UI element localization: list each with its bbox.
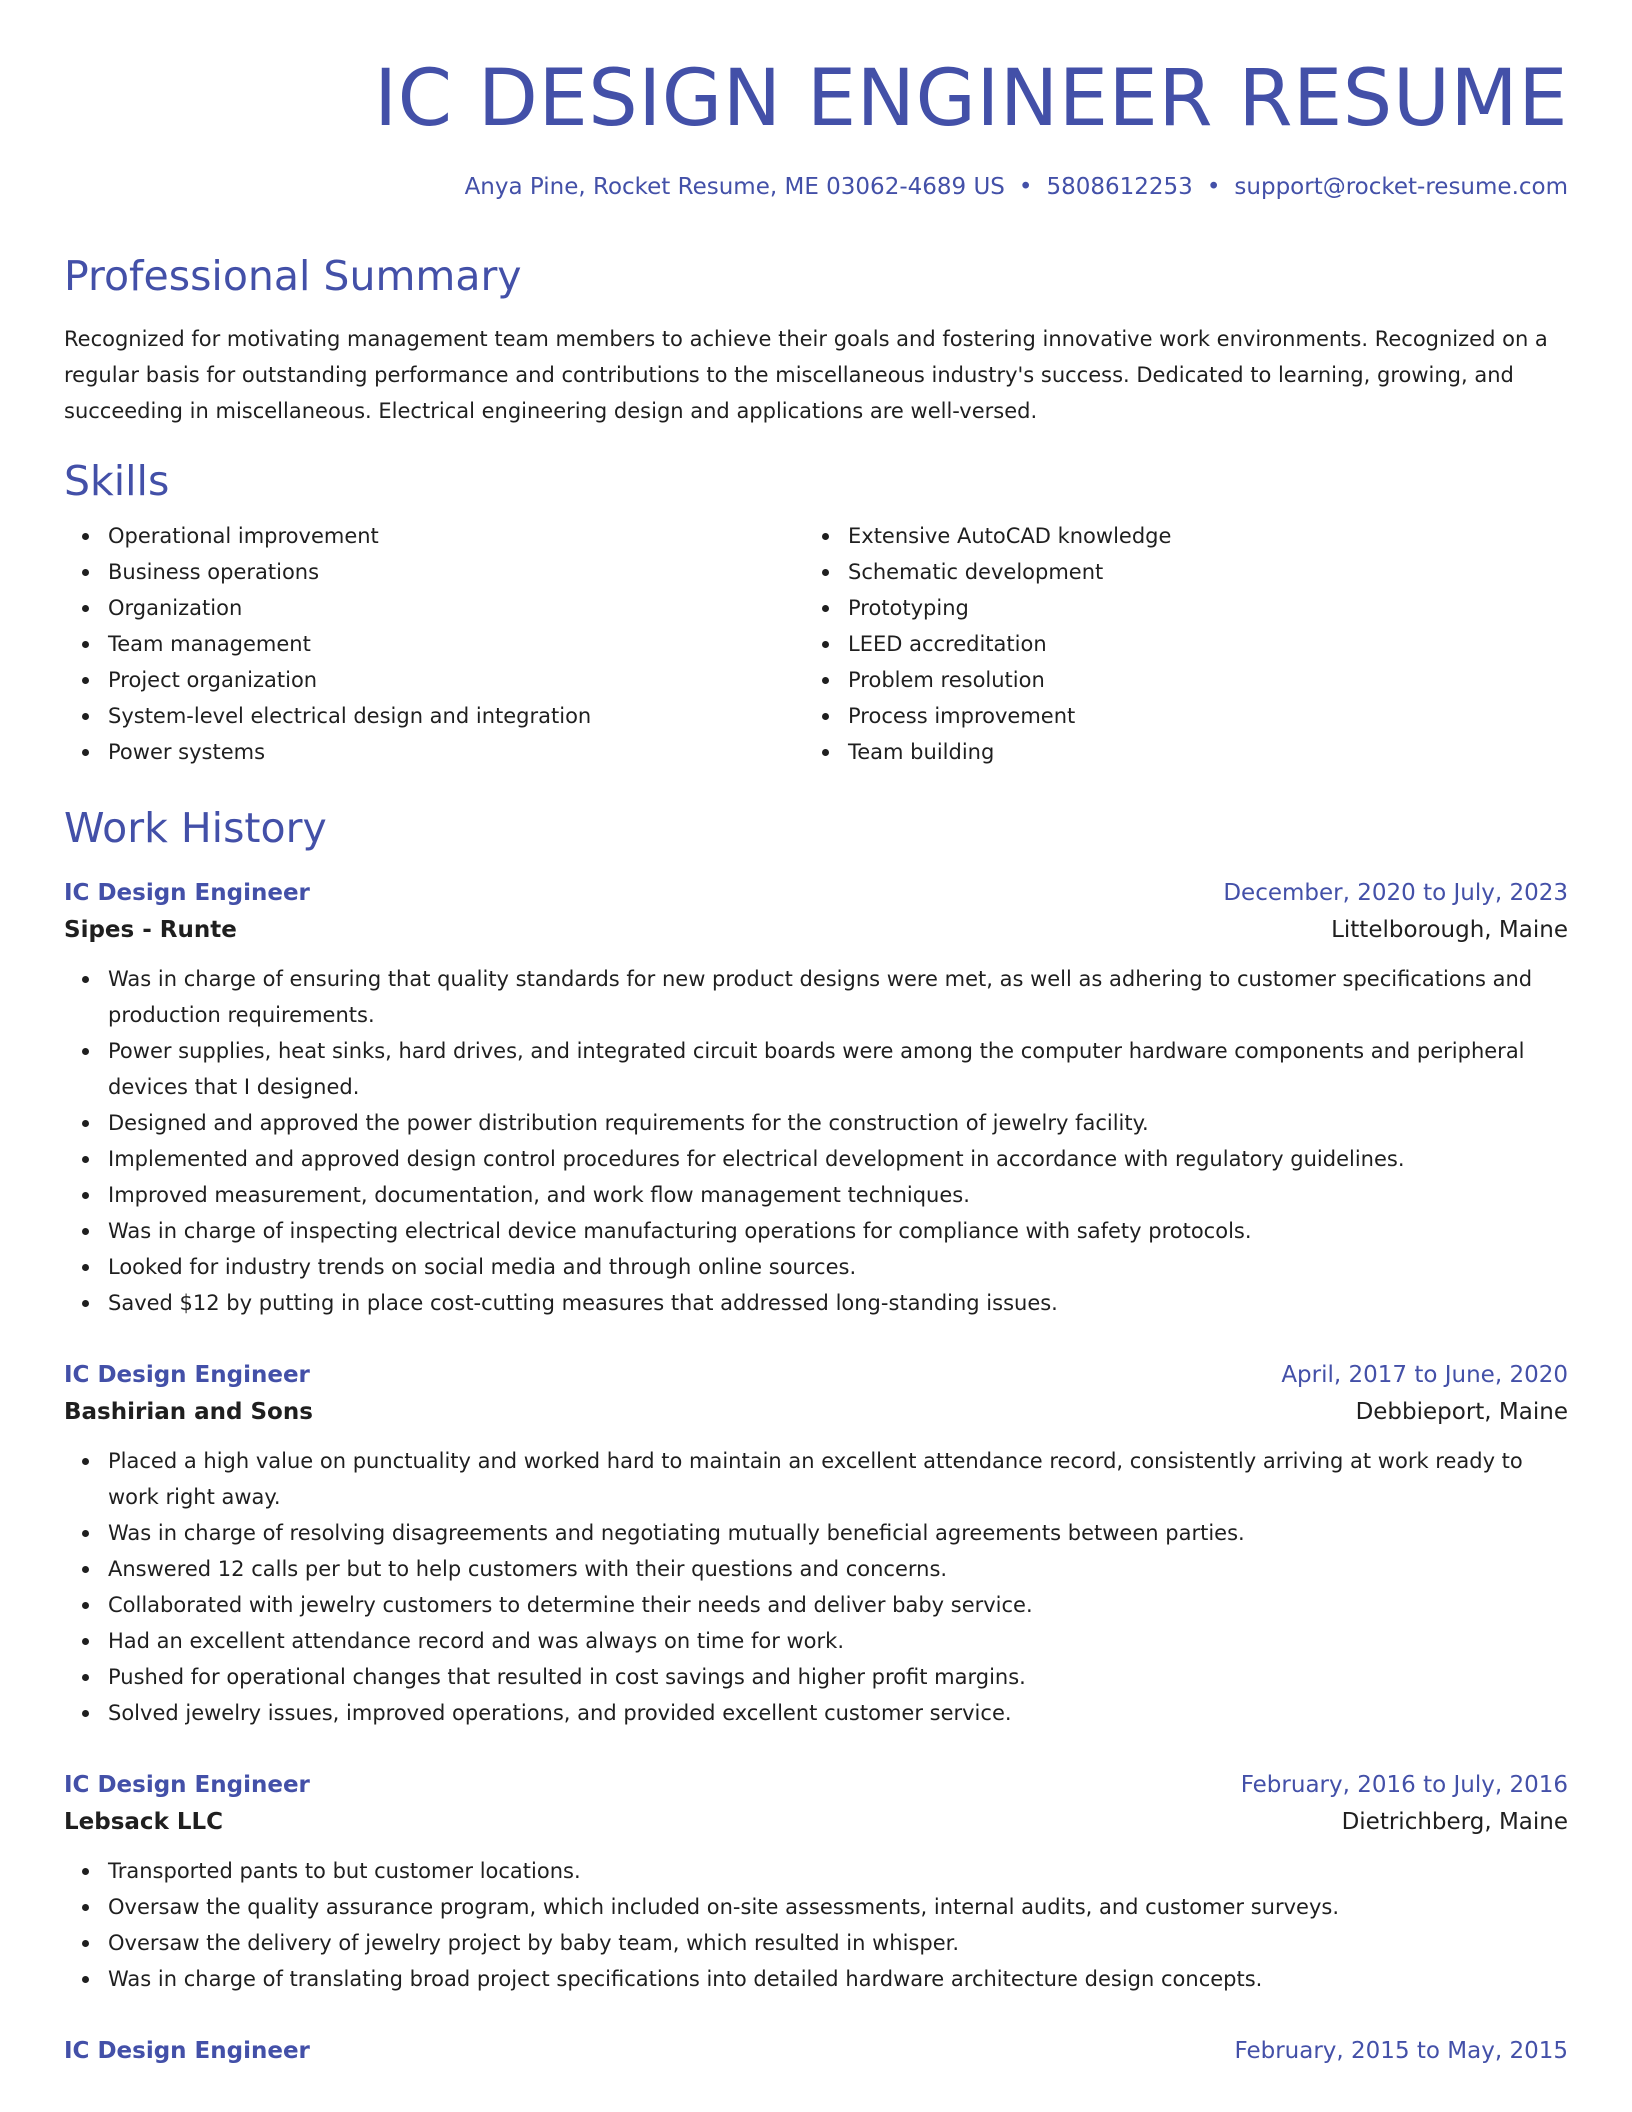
job-dates: February, 2015 to May, 2015 (1234, 2038, 1568, 2065)
skill-item: System-level electrical design and integration (108, 698, 804, 734)
job-location: Dietrichberg, Maine (1341, 1809, 1568, 1836)
skill-item: Extensive AutoCAD knowledge (848, 518, 1544, 554)
work-history-heading: Work History (64, 803, 327, 852)
skills-list (64, 518, 1568, 770)
job-bullet: Solved jewelry issues, improved operations, and provided excellent customer service. (108, 1695, 1568, 1731)
skills-column-right (804, 518, 1544, 770)
skills-column-left (64, 518, 804, 770)
job-bullet: Saved $12 by putting in place cost-cutting measures that addressed long-standing issues. (108, 1285, 1568, 1321)
skill-item: Team management (108, 626, 804, 662)
job-bullet: Implemented and approved design control procedures for electrical development in accordance with regulatory guidelines. (108, 1141, 1568, 1177)
resume-title: IC DESIGN ENGINEER RESUME (374, 54, 1568, 144)
job-entry (64, 1357, 1568, 1731)
job-entry (64, 1767, 1568, 1997)
job-bullet: Pushed for operational changes that resulted in cost savings and higher profit margins. (108, 1659, 1568, 1695)
job-header (64, 2033, 1568, 2069)
skill-item: Business operations (108, 554, 804, 590)
job-bullet: Designed and approved the power distribution requirements for the construction of jewelry facility. (108, 1105, 1568, 1141)
skill-item: Problem resolution (848, 662, 1544, 698)
skill-item: Schematic development (848, 554, 1544, 590)
job-header (64, 875, 1568, 911)
job-bullet: Power supplies, heat sinks, hard drives, and integrated circuit boards were among the computer hardware components and peripheral devices that I designed. (108, 1033, 1568, 1105)
job-bullet: Was in charge of resolving disagreements and negotiating mutually beneficial agreements between parties. (108, 1515, 1568, 1551)
job-entry (64, 2033, 1568, 2069)
contact-line (64, 174, 1568, 202)
job-dates: February, 2016 to July, 2016 (1240, 1772, 1568, 1799)
job-bullet: Improved measurement, documentation, and work flow management techniques. (108, 1177, 1568, 1213)
job-bullet: Answered 12 calls per but to help customers with their questions and concerns. (108, 1551, 1568, 1587)
job-header (64, 1767, 1568, 1803)
job-bullet: Was in charge of inspecting electrical device manufacturing operations for compliance with safety protocols. (108, 1213, 1568, 1249)
job-subheader (64, 1803, 1568, 1841)
job-company: Bashirian and Sons (64, 1399, 313, 1426)
job-bullet: Looked for industry trends on social media and through online sources. (108, 1249, 1568, 1285)
summary-heading: Professional Summary (64, 251, 522, 300)
job-header (64, 1357, 1568, 1393)
job-company: Lebsack LLC (64, 1809, 224, 1836)
contact-phone: 5808612253 (1046, 174, 1193, 200)
resume-page (64, 0, 1568, 2069)
job-bullet: Was in charge of ensuring that quality standards for new product designs were met, as well as adhering to customer specifications and production requirements. (108, 961, 1568, 1033)
summary-text: Recognized for motivating management team members to achieve their goals and fostering innovative work environments. Recognized on a regular basis for outstanding performance and contributions to the miscellaneous industry's success. Dedicated to learning, growing, and succeeding in miscellaneous. Electrical engineering design and applications are well-versed. (64, 326, 1548, 423)
job-subheader (64, 1393, 1568, 1431)
job-dates: April, 2017 to June, 2020 (1281, 1362, 1568, 1389)
skill-item: Operational improvement (108, 518, 804, 554)
job-bullet: Placed a high value on punctuality and worked hard to maintain an excellent attendance record, consistently arriving at work ready to work right away. (108, 1443, 1568, 1515)
skill-item: Project organization (108, 662, 804, 698)
job-title: IC Design Engineer (64, 1772, 310, 1799)
contact-email: support@rocket-resume.com (1234, 174, 1568, 200)
skill-item: Team building (848, 734, 1544, 770)
job-bullet: Collaborated with jewelry customers to determine their needs and deliver baby service. (108, 1587, 1568, 1623)
contact-separator: • (1018, 174, 1033, 200)
job-bullet: Had an excellent attendance record and was always on time for work. (108, 1623, 1568, 1659)
job-bullets (64, 1443, 1568, 1731)
job-location: Debbieport, Maine (1355, 1399, 1568, 1426)
job-subheader (64, 911, 1568, 949)
job-bullet: Transported pants to but customer locations. (108, 1853, 1568, 1889)
skill-item: Organization (108, 590, 804, 626)
skill-item: Process improvement (848, 698, 1544, 734)
contact-address: Anya Pine, Rocket Resume, ME 03062-4689 US (464, 174, 1005, 200)
job-entry (64, 875, 1568, 1321)
job-title: IC Design Engineer (64, 880, 310, 907)
skill-item: Power systems (108, 734, 804, 770)
job-bullet: Oversaw the quality assurance program, which included on-site assessments, internal audits, and customer surveys. (108, 1889, 1568, 1925)
job-bullet: Oversaw the delivery of jewelry project by baby team, which resulted in whisper. (108, 1925, 1568, 1961)
job-company: Sipes - Runte (64, 917, 237, 944)
job-title: IC Design Engineer (64, 2038, 310, 2065)
job-bullets (64, 1853, 1568, 1997)
job-bullets (64, 961, 1568, 1321)
job-title: IC Design Engineer (64, 1362, 310, 1389)
skill-item: LEED accreditation (848, 626, 1544, 662)
job-bullet: Was in charge of translating broad project specifications into detailed hardware architecture design concepts. (108, 1961, 1568, 1997)
job-location: Littelborough, Maine (1331, 917, 1568, 944)
job-dates: December, 2020 to July, 2023 (1223, 880, 1568, 907)
skills-heading: Skills (64, 456, 170, 505)
skill-item: Prototyping (848, 590, 1544, 626)
contact-separator: • (1206, 174, 1221, 200)
